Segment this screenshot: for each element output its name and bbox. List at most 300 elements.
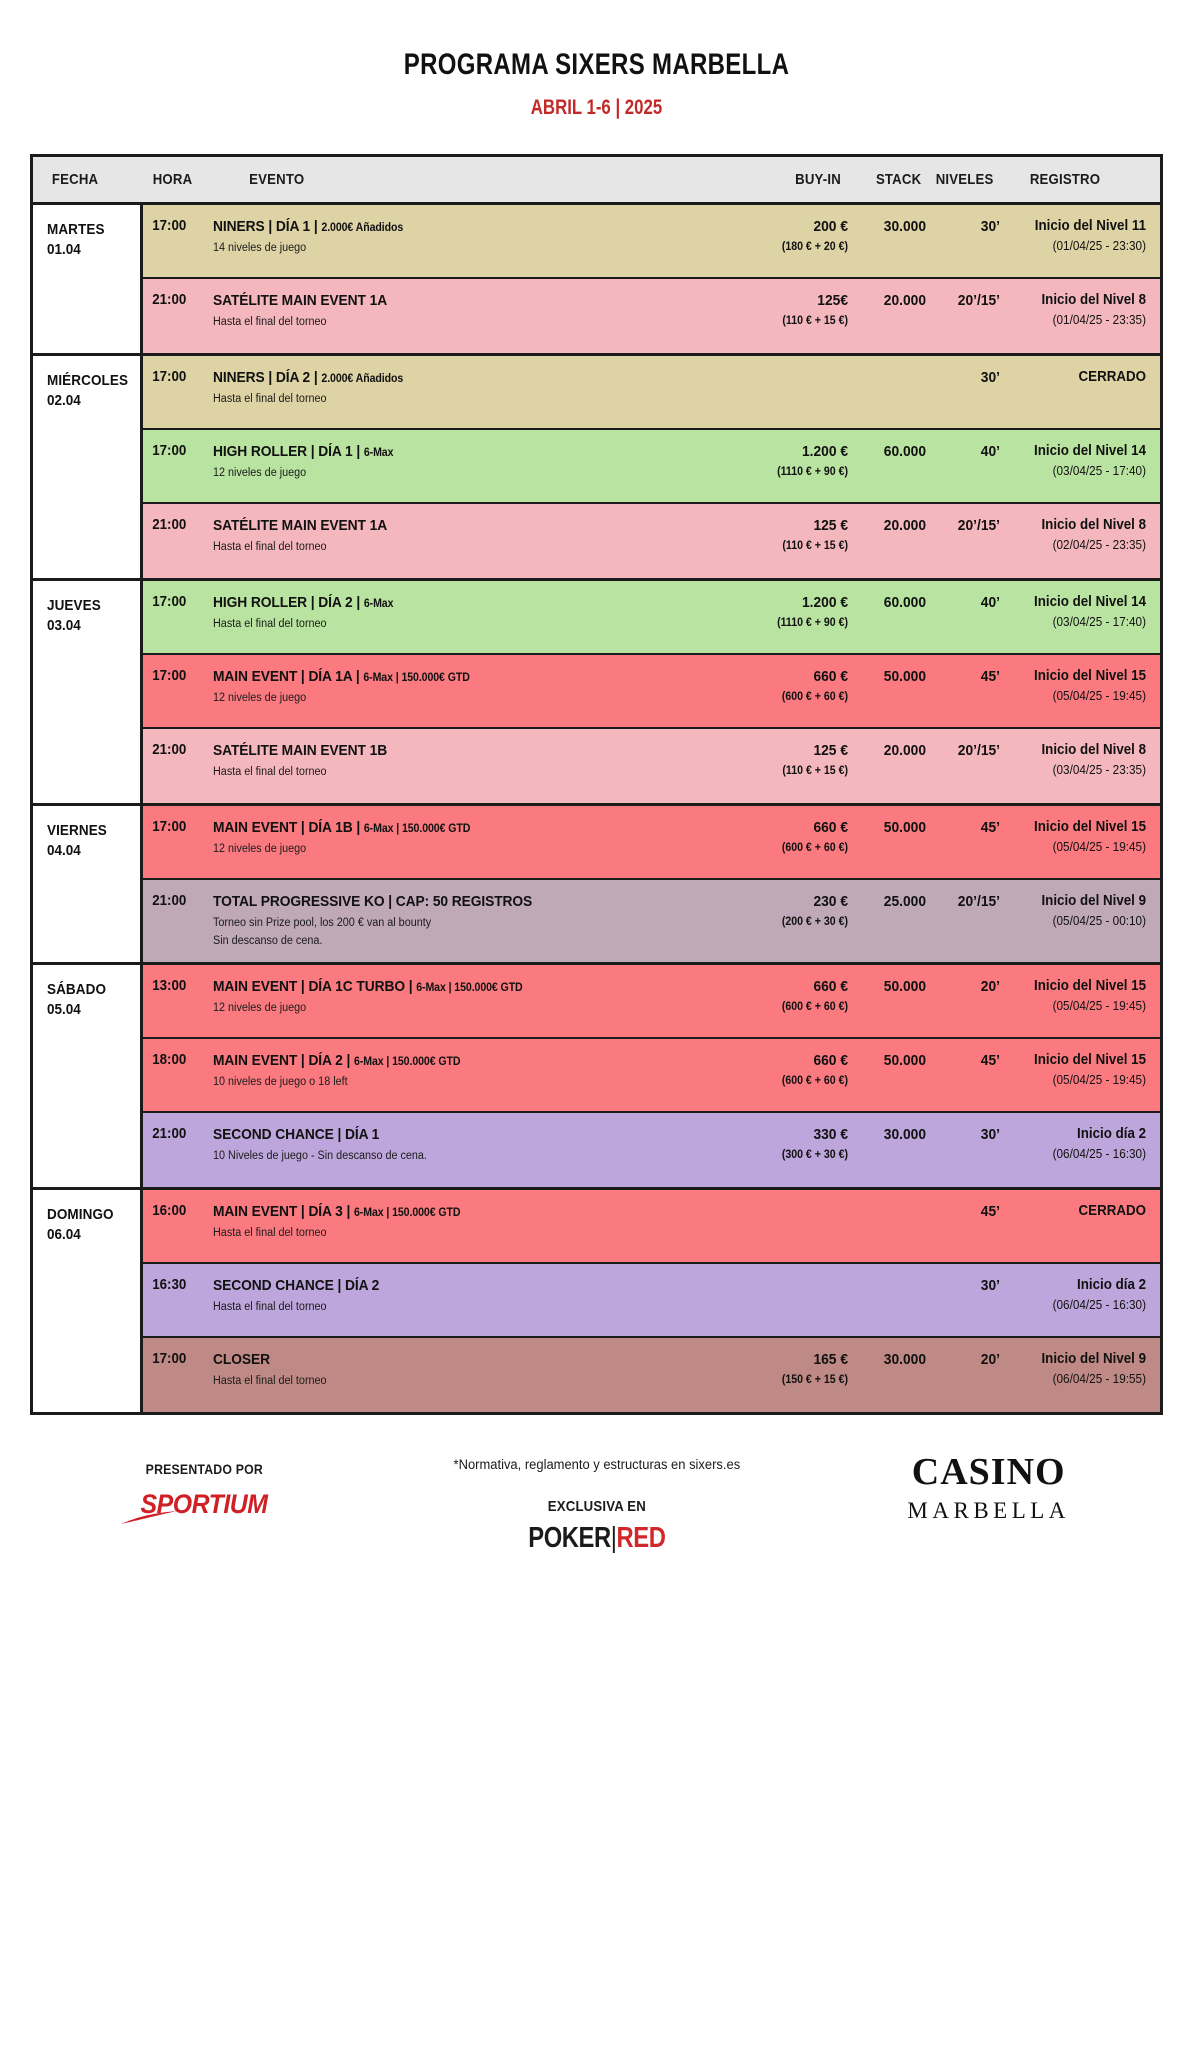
stack-value: 20.000 — [883, 517, 926, 534]
buyin-breakdown: (1110 € + 90 €) — [777, 466, 848, 478]
level-duration: 45’ — [980, 668, 1000, 685]
registration-datetime: (01/04/25 - 23:35) — [1052, 313, 1146, 327]
registration-datetime: (05/04/25 - 19:45) — [1052, 840, 1146, 854]
event-description: 14 niveles de juego — [213, 242, 307, 254]
registration-close: Inicio del Nivel 15 — [1034, 668, 1146, 684]
buyin-total: 230 € — [813, 893, 848, 910]
event-title — [213, 218, 689, 235]
stack-value: 25.000 — [883, 893, 926, 910]
event-title-main: MAIN EVENT | DÍA 3 | — [213, 1203, 355, 1221]
event-title — [213, 443, 689, 460]
stack-value: 50.000 — [883, 1052, 926, 1070]
event-title-main: NINERS | DÍA 1 | — [213, 218, 322, 235]
event-title-main: SECOND CHANCE | DÍA 2 — [213, 1277, 380, 1295]
table-row[interactable] — [143, 729, 1160, 803]
buyin-breakdown: (600 € + 60 €) — [781, 691, 848, 703]
stack-value: 60.000 — [883, 443, 926, 460]
pokerred-part1: POKER — [527, 1522, 611, 1555]
cell-hora: 16:00 — [152, 1203, 187, 1220]
table-row[interactable] — [143, 1190, 1160, 1264]
table-body — [33, 205, 1160, 1412]
cell-hora: 16:30 — [152, 1277, 187, 1294]
level-duration: 20’ — [980, 978, 1000, 996]
cell-stack — [848, 218, 926, 235]
cell-hora: 17:00 — [152, 668, 187, 684]
event-title — [213, 668, 689, 685]
column-header-evento: EVENTO — [249, 171, 305, 188]
registration-close: Inicio del Nivel 15 — [1034, 1052, 1146, 1069]
day-date: 06.04 — [47, 1226, 81, 1244]
buyin-total: 165 € — [813, 1351, 848, 1369]
event-title — [213, 819, 689, 836]
cell-stack — [848, 668, 926, 685]
buyin-breakdown: (1110 € + 90 €) — [777, 617, 848, 629]
level-duration: 20’/15’ — [957, 292, 1000, 309]
day-events — [143, 205, 1160, 353]
table-row[interactable] — [143, 1113, 1160, 1187]
event-title-main: NINERS | DÍA 2 | — [213, 369, 322, 386]
cell-registro — [1000, 517, 1160, 552]
event-title-main: CLOSER — [213, 1351, 270, 1369]
cell-evento — [205, 369, 730, 408]
registration-datetime: (02/04/25 - 23:35) — [1052, 538, 1146, 552]
cell-hora: 21:00 — [152, 742, 187, 758]
buyin-breakdown: (600 € + 60 €) — [781, 842, 848, 854]
registration-close: CERRADO — [1078, 1203, 1146, 1220]
buyin-total: 200 € — [813, 218, 848, 235]
level-duration: 30’ — [980, 1126, 1000, 1144]
cell-evento — [205, 1277, 730, 1316]
event-title-main: HIGH ROLLER | DÍA 1 | — [213, 443, 364, 460]
cell-buyin — [730, 893, 848, 928]
page-subtitle: ABRIL 1-6 | 2025 — [530, 96, 663, 119]
cell-registro — [1000, 668, 1160, 703]
buyin-total: 125 € — [813, 742, 848, 759]
event-title-main: SECOND CHANCE | DÍA 1 — [213, 1126, 380, 1144]
event-title — [213, 594, 689, 611]
cell-buyin — [730, 742, 848, 777]
event-description: Hasta el final del torneo — [213, 1375, 327, 1388]
table-row[interactable] — [143, 1039, 1160, 1113]
cell-niveles — [926, 668, 1000, 685]
registration-datetime: (03/04/25 - 23:35) — [1052, 763, 1146, 777]
event-title-detail: 2.000€ Añadidos — [321, 373, 404, 385]
event-description: Hasta el final del torneo — [213, 316, 327, 328]
buyin-breakdown: (200 € + 30 €) — [781, 916, 848, 928]
column-header-registro: REGISTRO — [1029, 171, 1101, 188]
cell-niveles — [926, 1277, 1000, 1294]
cell-niveles — [926, 1126, 1000, 1143]
venue-name-line1: CASINO — [911, 1451, 1066, 1494]
presented-by-label: PRESENTADO POR — [145, 1461, 263, 1478]
cell-buyin — [730, 292, 848, 327]
registration-datetime: (05/04/25 - 19:45) — [1052, 999, 1146, 1014]
cell-evento — [205, 594, 730, 633]
cell-stack — [848, 978, 926, 995]
column-header-hora: HORA — [152, 171, 193, 188]
cell-registro — [1000, 1203, 1160, 1219]
pokerred-divider: | — [610, 1522, 617, 1555]
cell-buyin — [730, 517, 848, 552]
day-date: 01.04 — [47, 241, 81, 258]
event-description: Sin descanso de cena. — [213, 934, 323, 947]
cell-niveles — [926, 893, 1000, 910]
normativa-note: *Normativa, reglamento y estructuras en sixers.es — [453, 1457, 740, 1473]
buyin-total: 660 € — [813, 1052, 848, 1070]
cell-stack — [848, 819, 926, 836]
cell-niveles — [926, 1203, 1000, 1220]
cell-evento — [205, 1351, 730, 1390]
sponsor-block — [30, 1449, 379, 1520]
event-description: Hasta el final del torneo — [213, 618, 327, 630]
table-row[interactable] — [143, 430, 1160, 504]
cell-hora: 13:00 — [152, 978, 187, 995]
document-header — [0, 0, 1193, 120]
cell-registro — [1000, 1126, 1160, 1161]
event-title-detail: 6-Max | 150.000€ GTD — [416, 982, 523, 995]
registration-close: Inicio del Nivel 11 — [1034, 218, 1146, 234]
cell-evento — [205, 1203, 730, 1242]
event-description: Hasta el final del torneo — [213, 766, 327, 778]
day-block — [33, 1190, 1160, 1412]
cell-registro — [1000, 292, 1160, 327]
cell-evento — [205, 893, 730, 949]
stack-value: 20.000 — [883, 742, 926, 759]
buyin-breakdown: (180 € + 20 €) — [781, 241, 848, 253]
cell-stack — [848, 1126, 926, 1143]
event-title — [213, 292, 689, 309]
registration-datetime: (05/04/25 - 19:45) — [1052, 689, 1146, 703]
day-date-cell — [33, 806, 143, 962]
registration-datetime: (01/04/25 - 23:30) — [1052, 239, 1146, 253]
event-title — [213, 1203, 689, 1220]
column-header-fecha: FECHA — [51, 171, 99, 188]
day-date: 04.04 — [47, 842, 81, 859]
event-title-main: MAIN EVENT | DÍA 1A | — [213, 668, 364, 685]
cell-registro — [1000, 819, 1160, 854]
cell-hora: 21:00 — [152, 517, 187, 533]
registration-close: Inicio del Nivel 9 — [1041, 1351, 1146, 1368]
stack-value: 50.000 — [883, 819, 926, 836]
stack-value: 60.000 — [883, 594, 926, 611]
cell-hora: 17:00 — [152, 594, 187, 610]
day-date: 03.04 — [47, 617, 81, 634]
cell-evento — [205, 1052, 730, 1091]
day-name: VIERNES — [47, 822, 107, 839]
cell-hora: 21:00 — [152, 1126, 187, 1143]
registration-datetime: (03/04/25 - 17:40) — [1052, 464, 1146, 478]
stack-value: 30.000 — [883, 1351, 926, 1369]
event-description: 12 niveles de juego — [213, 467, 307, 479]
registration-close: Inicio del Nivel 8 — [1041, 517, 1146, 533]
registration-datetime: (05/04/25 - 19:45) — [1052, 1073, 1146, 1088]
cell-evento — [205, 218, 730, 257]
cell-evento — [205, 1126, 730, 1165]
day-date-cell — [33, 356, 143, 578]
table-row[interactable] — [143, 581, 1160, 655]
level-duration: 45’ — [980, 1052, 1000, 1070]
cell-registro — [1000, 742, 1160, 777]
buyin-breakdown: (110 € + 15 €) — [782, 540, 848, 552]
buyin-total: 1.200 € — [801, 594, 848, 611]
day-date-cell — [33, 205, 143, 353]
registration-close: Inicio del Nivel 8 — [1041, 292, 1146, 308]
notes-block — [379, 1449, 815, 1555]
registration-datetime: (06/04/25 - 16:30) — [1052, 1147, 1146, 1162]
cell-hora: 17:00 — [152, 819, 187, 835]
cell-niveles — [926, 978, 1000, 995]
schedule-table — [30, 154, 1163, 1415]
registration-close: Inicio día 2 — [1077, 1126, 1146, 1143]
stack-value: 30.000 — [883, 1126, 926, 1144]
buyin-breakdown: (150 € + 15 €) — [781, 1374, 848, 1387]
event-title-detail: 6-Max — [363, 598, 394, 610]
event-title-detail: 6-Max | 150.000€ GTD — [363, 672, 470, 684]
table-row[interactable] — [143, 1264, 1160, 1338]
registration-close: Inicio del Nivel 15 — [1034, 978, 1146, 995]
table-row[interactable] — [143, 880, 1160, 962]
cell-stack — [848, 594, 926, 611]
cell-evento — [205, 443, 730, 482]
level-duration: 30’ — [980, 218, 1000, 235]
day-name: SÁBADO — [47, 981, 107, 999]
table-row[interactable] — [143, 504, 1160, 578]
stack-value: 50.000 — [883, 668, 926, 685]
event-description: 12 niveles de juego — [213, 1002, 307, 1015]
event-title — [213, 369, 689, 386]
cell-stack — [848, 742, 926, 759]
registration-close: Inicio del Nivel 14 — [1034, 443, 1146, 459]
cell-registro — [1000, 218, 1160, 253]
page-footer — [30, 1449, 1163, 1599]
event-title — [213, 893, 689, 910]
table-row[interactable] — [143, 205, 1160, 279]
day-events — [143, 1190, 1160, 1412]
level-duration: 20’/15’ — [957, 893, 1000, 910]
cell-registro — [1000, 443, 1160, 478]
registration-close: CERRADO — [1078, 369, 1146, 385]
day-date-cell — [33, 965, 143, 1187]
day-block — [33, 205, 1160, 356]
table-header-row — [33, 157, 1160, 205]
cell-registro — [1000, 978, 1160, 1013]
cell-evento — [205, 742, 730, 781]
day-events — [143, 806, 1160, 962]
cell-registro — [1000, 1052, 1160, 1087]
buyin-breakdown: (110 € + 15 €) — [782, 765, 848, 777]
event-title — [213, 1126, 689, 1143]
cell-niveles — [926, 369, 1000, 386]
registration-close: Inicio del Nivel 9 — [1041, 893, 1146, 909]
event-title-main: MAIN EVENT | DÍA 2 | — [213, 1052, 355, 1070]
event-title-detail: 6-Max | 150.000€ GTD — [363, 823, 471, 835]
cell-registro — [1000, 1277, 1160, 1312]
event-description: Hasta el final del torneo — [213, 393, 327, 405]
buyin-breakdown: (110 € + 15 €) — [782, 315, 848, 327]
cell-hora: 17:00 — [152, 369, 187, 385]
buyin-breakdown: (600 € + 60 €) — [781, 1075, 848, 1088]
cell-hora: 17:00 — [152, 1351, 187, 1368]
day-block — [33, 965, 1160, 1190]
cell-registro — [1000, 594, 1160, 629]
event-description: 12 niveles de juego — [213, 692, 307, 704]
event-title-main: TOTAL PROGRESSIVE KO | CAP: 50 REGISTROS — [213, 893, 533, 910]
cell-evento — [205, 517, 730, 556]
cell-registro — [1000, 893, 1160, 928]
cell-evento — [205, 292, 730, 331]
level-duration: 20’/15’ — [957, 517, 1000, 534]
cell-hora: 17:00 — [152, 218, 187, 234]
stack-value: 30.000 — [883, 218, 926, 235]
event-description: Hasta el final del torneo — [213, 1227, 327, 1240]
cell-evento — [205, 819, 730, 858]
table-row[interactable] — [143, 356, 1160, 430]
buyin-total: 330 € — [813, 1126, 848, 1144]
registration-close: Inicio del Nivel 14 — [1034, 594, 1146, 610]
cell-buyin — [730, 1126, 848, 1161]
table-row[interactable] — [143, 1338, 1160, 1412]
event-description: 10 niveles de juego o 18 left — [213, 1076, 348, 1089]
cell-hora: 17:00 — [152, 443, 187, 459]
cell-buyin — [730, 594, 848, 629]
cell-niveles — [926, 1052, 1000, 1069]
event-title — [213, 978, 689, 995]
event-title-detail: 6-Max — [363, 447, 394, 459]
cell-hora: 18:00 — [152, 1052, 187, 1069]
buyin-breakdown: (300 € + 30 €) — [781, 1149, 848, 1162]
cell-buyin — [730, 1351, 848, 1386]
event-title — [213, 1351, 689, 1368]
day-date: 05.04 — [47, 1001, 81, 1019]
cell-evento — [205, 668, 730, 707]
buyin-total: 660 € — [813, 978, 848, 996]
stack-value: 50.000 — [883, 978, 926, 996]
column-header-buyin: BUY-IN — [795, 171, 841, 188]
day-date-cell — [33, 581, 143, 803]
day-name: DOMINGO — [47, 1206, 114, 1224]
registration-close: Inicio del Nivel 15 — [1034, 819, 1146, 835]
event-description: 12 niveles de juego — [213, 843, 307, 855]
day-events — [143, 965, 1160, 1187]
cell-stack — [848, 292, 926, 309]
buyin-total: 1.200 € — [801, 443, 848, 460]
cell-buyin — [730, 668, 848, 703]
event-title — [213, 1052, 689, 1069]
day-name: MIÉRCOLES — [47, 372, 129, 389]
level-duration: 45’ — [980, 819, 1000, 836]
cell-niveles — [926, 819, 1000, 836]
cell-buyin — [730, 443, 848, 478]
registration-datetime: (06/04/25 - 19:55) — [1052, 1372, 1146, 1387]
cell-registro — [1000, 369, 1160, 385]
cell-niveles — [926, 594, 1000, 611]
day-block — [33, 581, 1160, 806]
event-title — [213, 1277, 689, 1294]
day-name: MARTES — [47, 221, 105, 238]
table-row[interactable] — [143, 965, 1160, 1039]
event-title — [213, 742, 689, 759]
event-description: Hasta el final del torneo — [213, 1301, 327, 1314]
event-title — [213, 517, 689, 534]
pokerred-part2: RED — [616, 1522, 666, 1555]
cell-stack — [848, 443, 926, 460]
buyin-total: 125€ — [817, 292, 848, 309]
level-duration: 30’ — [980, 369, 1000, 386]
day-block — [33, 356, 1160, 581]
cell-stack — [848, 1052, 926, 1069]
day-block — [33, 806, 1160, 965]
event-title-detail: 2.000€ Añadidos — [321, 222, 404, 234]
cell-stack — [848, 893, 926, 910]
event-title-main: SATÉLITE MAIN EVENT 1B — [213, 742, 388, 759]
day-events — [143, 581, 1160, 803]
buyin-total: 660 € — [813, 668, 848, 685]
column-header-stack: STACK — [875, 171, 922, 188]
event-title-detail: 6-Max | 150.000€ GTD — [354, 1207, 461, 1220]
registration-datetime: (06/04/25 - 16:30) — [1052, 1298, 1146, 1313]
pokerred-logo — [418, 1522, 775, 1555]
day-events — [143, 356, 1160, 578]
level-duration: 40’ — [980, 443, 1000, 460]
event-description: Hasta el final del torneo — [213, 541, 327, 553]
event-description: Torneo sin Prize pool, los 200 € van al bounty — [213, 917, 432, 929]
cell-niveles — [926, 1351, 1000, 1368]
event-title-main: SATÉLITE MAIN EVENT 1A — [213, 517, 388, 534]
column-header-niveles: NIVELES — [935, 171, 994, 188]
level-duration: 30’ — [980, 1277, 1000, 1295]
event-description: 10 Niveles de juego - Sin descanso de cena. — [213, 1150, 427, 1163]
buyin-breakdown: (600 € + 60 €) — [781, 1001, 848, 1014]
table-row[interactable] — [143, 279, 1160, 353]
day-name: JUEVES — [47, 597, 101, 614]
cell-buyin — [730, 218, 848, 253]
cell-hora: 21:00 — [152, 292, 187, 308]
table-row[interactable] — [143, 806, 1160, 880]
event-title-main: HIGH ROLLER | DÍA 2 | — [213, 594, 364, 611]
event-title-detail: 6-Max | 150.000€ GTD — [354, 1056, 461, 1069]
cell-niveles — [926, 443, 1000, 460]
level-duration: 40’ — [980, 594, 1000, 611]
day-date: 02.04 — [47, 392, 81, 409]
buyin-total: 660 € — [813, 819, 848, 836]
registration-datetime: (05/04/25 - 00:10) — [1052, 914, 1146, 928]
level-duration: 45’ — [980, 1203, 1000, 1221]
table-row[interactable] — [143, 655, 1160, 729]
cell-niveles — [926, 292, 1000, 309]
registration-datetime: (03/04/25 - 17:40) — [1052, 615, 1146, 629]
cell-hora: 21:00 — [152, 893, 187, 909]
event-title-main: MAIN EVENT | DÍA 1C TURBO | — [213, 978, 417, 996]
cell-registro — [1000, 1351, 1160, 1386]
venue-name-line2: MARBELLA — [907, 1498, 1070, 1524]
registration-close: Inicio del Nivel 8 — [1041, 742, 1146, 758]
cell-stack — [848, 517, 926, 534]
registration-close: Inicio día 2 — [1077, 1277, 1146, 1294]
day-date-cell — [33, 1190, 143, 1412]
cell-buyin — [730, 978, 848, 1013]
stack-value: 20.000 — [883, 292, 926, 309]
cell-niveles — [926, 742, 1000, 759]
cell-stack — [848, 1351, 926, 1368]
event-title-main: MAIN EVENT | DÍA 1B | — [213, 819, 364, 836]
cell-niveles — [926, 517, 1000, 534]
venue-logo — [814, 1449, 1163, 1524]
sportium-logo — [135, 1489, 273, 1520]
cell-buyin — [730, 1052, 848, 1087]
level-duration: 20’/15’ — [957, 742, 1000, 759]
buyin-total: 125 € — [813, 517, 848, 534]
cell-evento — [205, 978, 730, 1017]
